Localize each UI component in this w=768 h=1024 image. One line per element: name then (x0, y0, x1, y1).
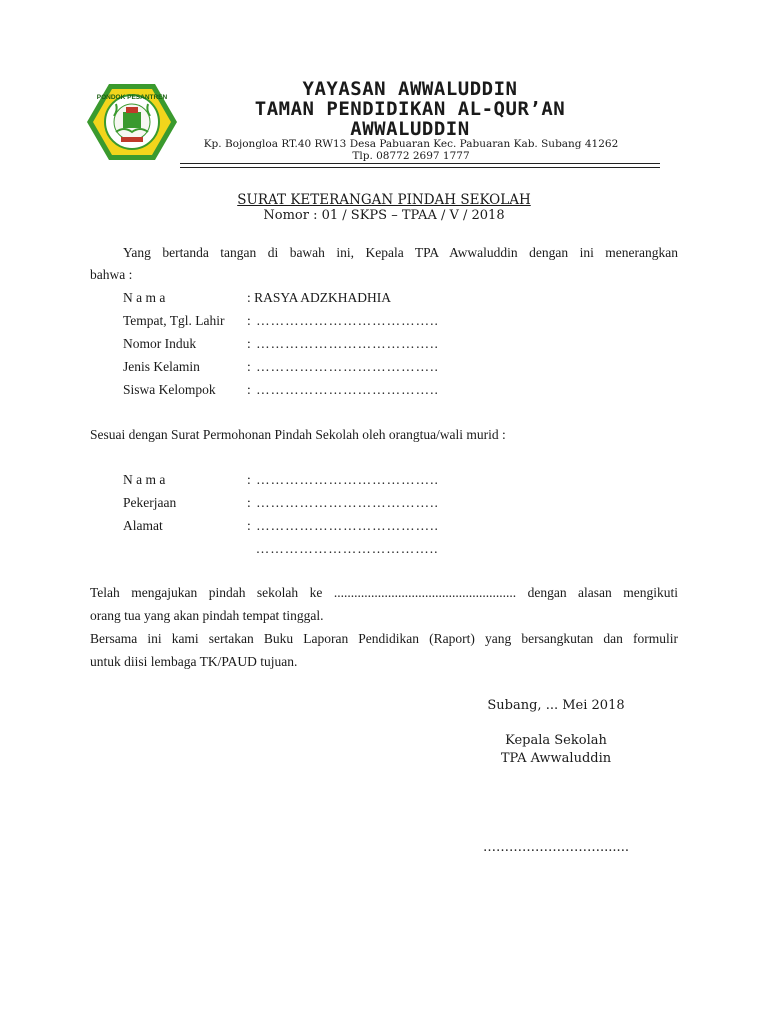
school-name-line2: AWWALUDDIN (350, 118, 470, 140)
parent-job-label: Pekerjaan (123, 495, 177, 510)
student-name-value: : RASYA ADZKHADHIA (247, 290, 392, 305)
header-rule-thin (180, 167, 660, 168)
document-number: Nomor : 01 / SKPS – TPAA / V / 2018 (263, 208, 505, 223)
school-logo (86, 82, 178, 162)
parent-intro: Sesuai dengan Surat Permohonan Pindah Sekolah oleh orangtua/wali murid : (90, 427, 506, 442)
parent-name-label: N a m a (123, 472, 166, 487)
school-name-line1: TAMAN PENDIDIKAN AL-QUR’AN (254, 98, 566, 120)
student-id-label: Nomor Induk (123, 336, 197, 351)
student-group-label: Siswa Kelompok (123, 382, 216, 397)
intro-line-2: bahwa : (90, 267, 133, 282)
closing-line-1: Telah mengajukan pindah sekolah ke ...................................................... dengan alasan mengikuti (90, 585, 678, 600)
student-name-label: N a m a (123, 290, 166, 305)
student-id-value: : ……………………………….. (247, 336, 439, 351)
parent-address-label: Alamat (123, 518, 163, 533)
student-gender-label: Jenis Kelamin (123, 359, 200, 374)
signature-institution: TPA Awwaluddin (500, 751, 612, 766)
student-group-value: : ……………………………….. (247, 382, 439, 397)
parent-name-value: : ……………………………….. (247, 472, 439, 487)
intro-line-1: Yang bertanda tangan di bawah ini, Kepala TPA Awwaluddin dengan ini menerangkan (123, 245, 678, 260)
signature-place-date: Subang, ... Mei 2018 (487, 698, 625, 713)
closing-line-3: Bersama ini kami sertakan Buku Laporan Pendidikan (Raport) yang bersangkutan dan formulir (90, 631, 678, 646)
document-title: SURAT KETERANGAN PINDAH SEKOLAH (237, 192, 531, 208)
foundation-name: YAYASAN AWWALUDDIN (302, 78, 518, 100)
logo-lettering: PONDOK PESANTREN (96, 94, 168, 101)
parent-job-value: : ……………………………….. (247, 495, 439, 510)
signature-role: Kepala Sekolah (505, 733, 607, 748)
parent-address-value: : ……………………………….. (247, 518, 439, 533)
student-birth-label: Tempat, Tgl. Lahir (123, 313, 225, 328)
header-rule-thick (180, 163, 660, 164)
student-birth-value: : ……………………………….. (247, 313, 439, 328)
signature-name-line: ………………………....... (483, 840, 629, 855)
school-address: Kp. Bojongloa RT.40 RW13 Desa Pabuaran Kec. Pabuaran Kab. Subang 41262 (203, 138, 619, 150)
closing-line-2: orang tua yang akan pindah tempat tinggal. (90, 608, 324, 623)
school-phone: Tlp. 08772 2697 1777 (352, 150, 470, 162)
student-gender-value: : ……………………………….. (247, 359, 439, 374)
parent-address-continuation: ……………………………….. (247, 541, 439, 556)
closing-line-4: untuk diisi lembaga TK/PAUD tujuan. (90, 654, 298, 669)
